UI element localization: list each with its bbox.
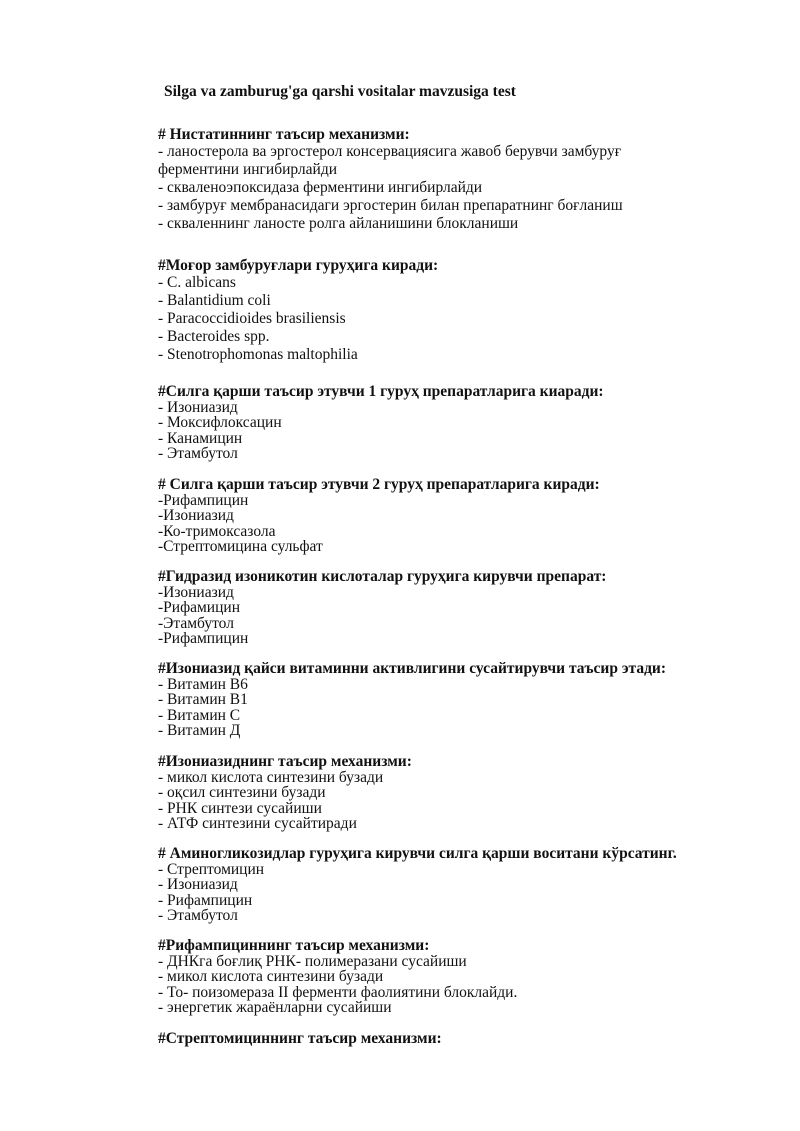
answer-option: - Этамбутол — [158, 444, 238, 462]
question-block — [158, 477, 758, 554]
answer-option: - АТФ синтезини сусайтиради — [158, 814, 357, 832]
answer-option: - Витамин В1 — [158, 691, 248, 709]
answer-option: - Канамицин — [158, 429, 243, 447]
answer-option: - оқсил синтезини бузади — [158, 784, 326, 802]
question-block — [158, 661, 758, 738]
question-text: #Гидразид изоникотин кислоталар гуруҳига кирувчи препарат: — [158, 568, 607, 585]
question-text: # Силга қарши таъсир этувчи 2 гуруҳ препаратларига киради: — [158, 476, 600, 493]
question-text: #Рифампициннинг таъсир механизми: — [158, 937, 430, 954]
answer-option: -Ко-тримоксазола — [158, 522, 276, 540]
answer-option: - Витамин Д — [158, 721, 241, 739]
answer-option: - Этамбутол — [158, 906, 238, 924]
answer-option: -Рифампицин — [158, 629, 249, 647]
answer-option: - Витамин В6 — [158, 676, 248, 693]
answer-option: - Витамин С — [158, 706, 241, 724]
question-block — [158, 1031, 758, 1047]
answer-option: -Рифамицин — [158, 599, 240, 617]
answer-option: -Изониазид — [158, 584, 234, 601]
answer-option: -Этамбутол — [158, 614, 234, 632]
answer-option: - РНК синтези сусайиши — [158, 799, 322, 817]
question-text: #Изониазиднинг таъсир механизми: — [158, 753, 412, 770]
question-block — [158, 569, 758, 646]
answer-option: -Стрептомицина сульфат — [158, 537, 323, 555]
question-text: # Аминогликозидлар гуруҳига кирувчи силга қарши воситани кўрсатинг. — [158, 845, 677, 862]
answer-option: - скваленнинг ланосте ролга айланишини блокланиши — [158, 215, 519, 232]
document-title: Silga va zamburug'ga qarshi vositalar mavzusiga test — [164, 83, 516, 100]
answer-option: - Paracoccidioides brasiliensis — [158, 310, 346, 327]
question-block — [158, 754, 758, 831]
question-block — [158, 126, 758, 233]
answer-option: - энергетик жараёнларни сусайиши — [158, 998, 392, 1016]
answer-option: - Bacteroides spp. — [158, 328, 270, 345]
question-text: #Изониазид қайси витаминни активлигини сусайтирувчи таъсир этади: — [158, 660, 667, 677]
answer-option: -Рифампицин — [158, 492, 249, 509]
question-block — [158, 938, 758, 1015]
answer-option: - Balantidium coli — [158, 292, 271, 309]
answer-option: - Изониазид — [158, 399, 238, 416]
answer-option: - микол кислота синтезини бузади — [158, 769, 384, 786]
answer-option: - ДНКга боғлиқ РНК- полимеразани сусайиши — [158, 953, 467, 970]
answer-option: - C. albicans — [158, 274, 236, 291]
question-block — [158, 384, 758, 461]
answer-option: - скваленоэпоксидаза ферментини ингибирлайди — [158, 179, 483, 196]
answer-option: - Изониазид — [158, 876, 238, 894]
answer-option: - Stenotrophomonas maltophilia — [158, 346, 358, 363]
answer-option: - микол кислота синтезини бузади — [158, 968, 384, 986]
question-text: #Моғор замбуруғлари гуруҳига киради: — [158, 257, 439, 274]
answer-option: -Изониазид — [158, 507, 234, 525]
answer-option: - Стрептомицин — [158, 861, 265, 878]
question-block — [158, 846, 758, 923]
question-text: #Стрептомициннинг таъсир механизми: — [158, 1030, 442, 1047]
answer-option: - Рифампицин — [158, 891, 253, 909]
answer-option: - Моксифлоксацин — [158, 414, 282, 432]
question-text: #Силга қарши таъсир этувчи 1 гуруҳ препаратларига киаради: — [158, 383, 604, 400]
answer-option: - То- поизомераза II ферменти фаолиятини блоклайди. — [158, 983, 518, 1001]
answer-option: - ланостерола ва эргостерол консервациясига жавоб берувчи замбуруғ ферментини ингибирлайди — [158, 143, 622, 178]
answer-option: - замбуруғ мембранасидаги эргостерин билан препаратнинг боғланиш — [158, 197, 623, 214]
question-text: # Нистатиннинг таъсир механизми: — [158, 126, 410, 143]
question-block — [158, 257, 758, 364]
